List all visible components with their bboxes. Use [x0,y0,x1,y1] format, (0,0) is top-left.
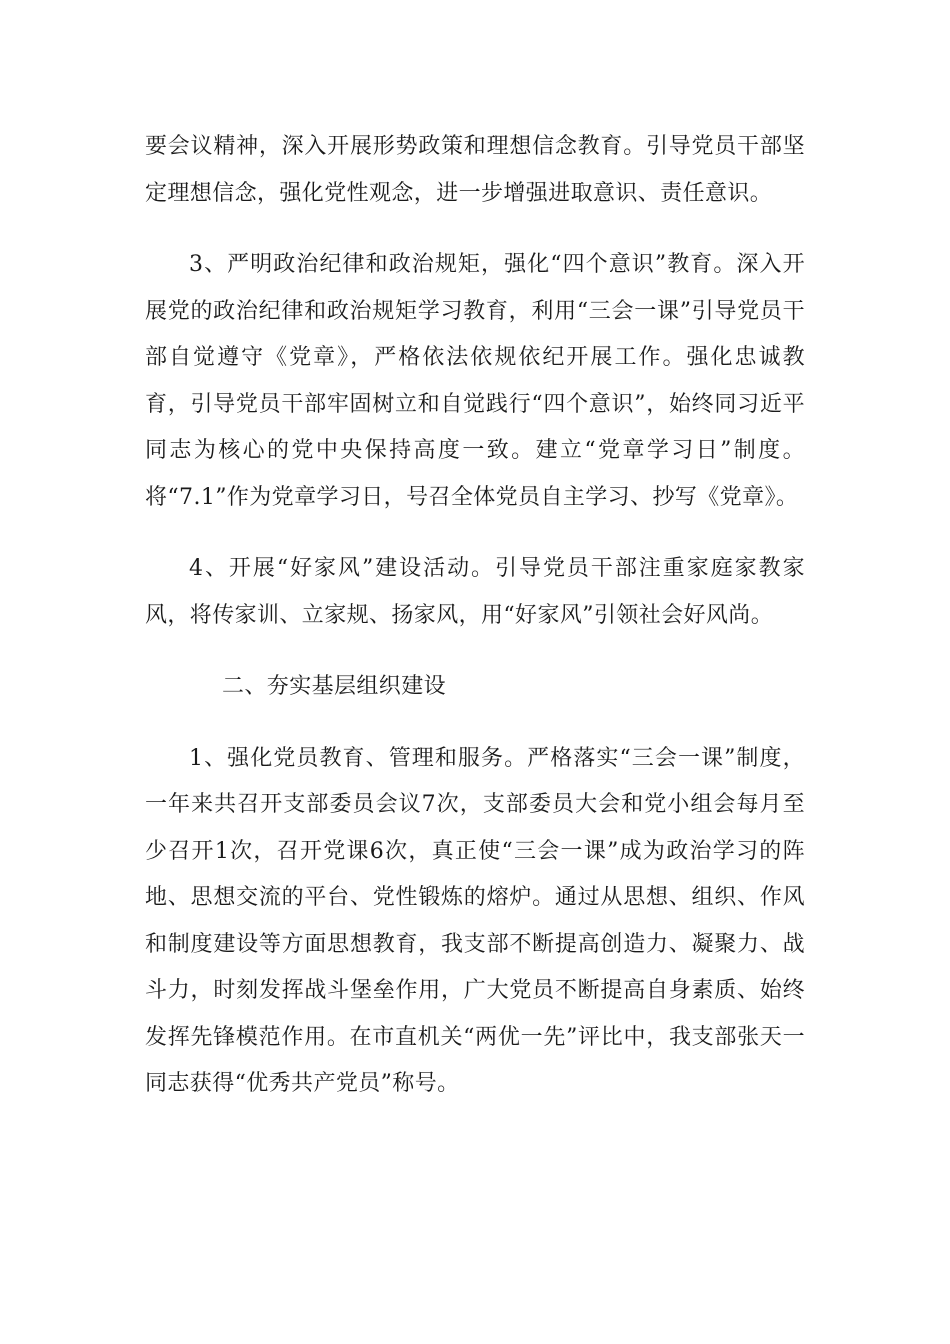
paragraph-item-4: 4、开展“好家风”建设活动。引导党员干部注重家庭家教家风，将传家训、立家规、扬家风，用“好家风”引领社会好风尚。 [145,556,805,628]
paragraph-item-3: 3、严明政治纪律和政治规矩，强化“四个意识”教育。深入开展党的政治纪律和政治规矩学习教育，利用“三会一课”引导党员干部自觉遵守《党章》，严格依法依规依纪开展工作。强化忠诚教育，引导党员干部牢固树立和自觉践行“四个意识”，始终同习近平同志为核心的党中央保持高度一致。建立“党章学习日”制度。将“7.1”作为党章学习日，号召全体党员自主学习、抄写《党章》。 [145,252,805,510]
section-heading-2: 二、夯实基层组织建设 [222,674,447,699]
document-body [145,124,805,1133]
paragraph-item-2-1: 1、强化党员教育、管理和服务。严格落实“三会一课”制度，一年来共召开支部委员会议7次，支部委员大会和党小组会每月至少召开1次，召开党课6次，真正使“三会一课”成为政治学习的阵地、思想交流的平台、党性锻炼的熔炉。通过从思想、组织、作风和制度建设等方面思想教育，我支部不断提高创造力、凝聚力、战斗力，时刻发挥战斗堡垒作用，广大党员不断提高自身素质、始终发挥先锋模范作用。在市直机关“两优一先”评比中，我支部张天一同志获得“优秀共产党员”称号。 [145,745,805,1096]
paragraph-intro-tail: 要会议精神，深入开展形势政策和理想信念教育。引导党员干部坚定理想信念，强化党性观念，进一步增强进取意识、责任意识。 [145,134,805,206]
